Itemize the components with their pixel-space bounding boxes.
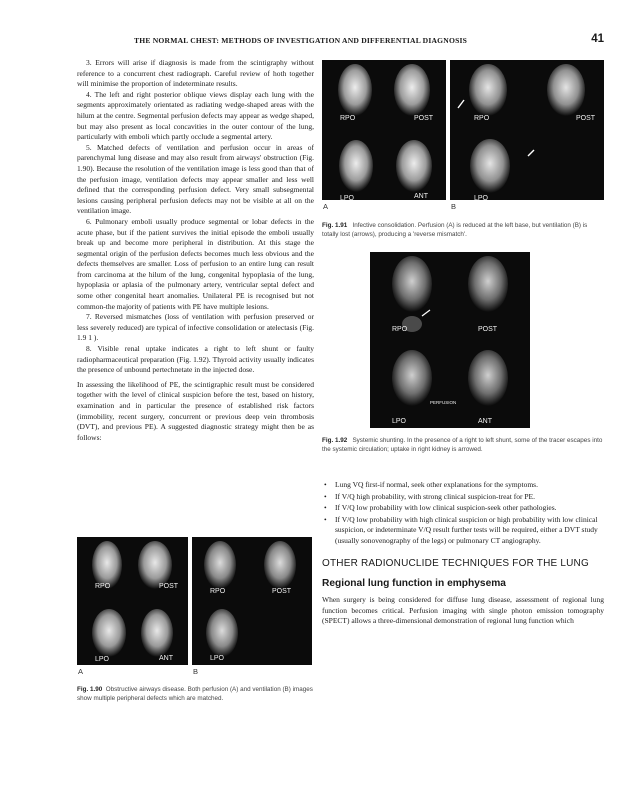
fig191-label-ant: ANT <box>414 193 428 200</box>
fig190-label-lpo: LPO <box>95 656 110 663</box>
left-text-column <box>77 58 314 443</box>
header-title: THE NORMAL CHEST: METHODS OF INVESTIGATION AND DIFFERENTIAL DIAGNOSIS <box>134 36 468 45</box>
fig191-caption-text: Infective consolidation. Perfusion (A) is reduced at the left base, but ventilation (B) is totally lost (arrows), producing a 'reverse mismatch'. <box>322 222 588 238</box>
fig192-caption <box>322 436 604 454</box>
paragraph-8: 8. Visible renal uptake indicates a right to left shunt or faulty radiopharmaceutical preparation (Fig. 1.92). Thyroid activity usually indicates the presence of unbound pertechnetate in the injected dose. <box>77 344 314 375</box>
fig190-scan-a <box>77 537 188 665</box>
fig190-label-ant: ANT <box>159 655 173 662</box>
list-item: • Lung VQ first-if normal, seek other explanations for the symptoms. <box>322 480 604 491</box>
body-paragraph: When surgery is being considered for diffuse lung disease, assessment of regional lung function becomes critical. Perfusion imaging with single photon emission tomography (SPECT) allows a three-dimensional demonstration of regional lung function which <box>322 595 604 626</box>
fig190b-label-lpo: LPO <box>210 655 225 662</box>
fig191-caption-number: Fig. 1.91 <box>322 222 348 229</box>
paragraph-6: 6. Pulmonary emboli usually produce segmental or lobar defects in the acute phase, but if the patient survives the initial episode the emboli usually break up and become more peripheral in distribution. At this stage the segmental origin of the perfusion defects becomes much less obvious and the defects themselves are smaller. Loss of perfusion to an entire lung can result from carcinoma at the hilum of the lung, congenital hypoplasia of the lung, hypoplasia or aplasia of the pulmonary artery, ventricular septal defect and some other congenital heart anomalies. Unilateral PE is recognised but not common-the majority of patients with PE have multiple lesions. <box>77 216 314 311</box>
fig192-scan <box>370 252 530 428</box>
page-number: 41 <box>591 33 604 45</box>
fig191-scan-b <box>450 60 604 200</box>
paragraph-5: 5. Matched defects of ventilation and perfusion occur in areas of parenchymal lung disease and may also result from airways' obstruction (Fig. 1.90). Because the resolution of the ventilation image is less good than that of the perfusion image, ventilation defects may appear smaller and less well defined that the corresponding perfusion defect. Very small subsegmental lesions causing peripheral perfusion defects may not be visible at all on the ventilation image. <box>77 142 314 216</box>
fig190-caption-text: Obstructive airways disease. Both perfusion (A) and ventilation (B) images show multiple peripheral defects which are matched. <box>77 686 313 702</box>
right-text-column <box>322 480 604 627</box>
fig192-label-ant: ANT <box>478 418 492 425</box>
fig190-scan-b <box>192 537 312 665</box>
fig191-scan-b-image <box>450 60 604 200</box>
paragraph-assessment: In assessing the likelihood of PE, the scintigraphic result must be considered together with the level of clinical suspicion before the test, based on history, examination and in particular the presence of established risk factors (immobility, recent surgery, concurrent or previous deep vein thrombosis (DVT), and previous PE). A suggested diagnostic strategy might then be as follows: <box>77 379 314 442</box>
fig191-panel-a: A <box>323 202 329 211</box>
fig190-scan-b-image <box>192 537 312 665</box>
fig190-label-rpo: RPO <box>95 583 111 590</box>
paragraph-3: 3. Errors will arise if diagnosis is made from the scintigraphy without reference to a concurrent chest radiograph. Careful review of hoth together will minimise the proportion of indeterminate results. <box>77 58 314 89</box>
fig190b-label-rpo: RPO <box>210 588 226 595</box>
paragraph-4: 4. The left and right posterior oblique views display each lung with the segments approximately orientated as radiating wedge-shaped areas with the hilum at the centre. Segmental perfusion defects may appear as wedge shaped, but may also present as local concavities in the outer contour of the lung, particularly with emboli which partly occlude a segmental artery. <box>77 89 314 142</box>
fig192-caption-number: Fig. 1.92 <box>322 437 348 444</box>
fig190-caption-number: Fig. 1.90 <box>77 686 103 693</box>
fig190b-label-post: POST <box>272 588 292 595</box>
strategy-list <box>322 480 604 547</box>
fig191b-label-post: POST <box>576 115 596 122</box>
fig191-caption <box>322 221 604 239</box>
subheading: Regional lung function in emphysema <box>322 577 506 589</box>
section-heading: OTHER RADIONUCLIDE TECHNIQUES FOR THE LUNG <box>322 557 589 569</box>
fig191b-label-lpo: LPO <box>474 195 489 200</box>
fig192-caption-text: Systemic shunting. In the presence of a right to left shunt, some of the tracer escapes into the systemic circulation; uptake in right kidney is arrowed. <box>322 437 603 453</box>
fig190-label-post: POST <box>159 583 179 590</box>
fig192-label-post: POST <box>478 326 498 333</box>
fig191-label-lpo: LPO <box>340 195 355 200</box>
fig191b-label-rpo: RPO <box>474 115 490 122</box>
fig191-label-post: POST <box>414 115 434 122</box>
fig191-scan-a <box>322 60 446 200</box>
fig192-overlay-text: PERFUSION <box>430 400 457 405</box>
running-header <box>134 33 604 50</box>
paragraph-7: 7. Reversed mismatches (loss of ventilation with perfusion preserved or less severely reduced) are typical of infective consolidation or atelectasis (Fig. 1.9 1 ). <box>77 312 314 343</box>
list-item: • If V/Q low probability with low clinical suspicion-seek other pathologies. <box>322 503 604 514</box>
list-item: • If V/Q low probability with high clinical suspicion or high probability with low clinical suspicion, or indeterminate V/Q result further tests will be required, either a DVT study (usually sonovenography of the legs) or pulmonary CT angiography. <box>322 515 604 547</box>
fig190-scan-a-image <box>77 537 188 665</box>
fig191-scan-a-image <box>322 60 446 200</box>
fig191-panel-b: B <box>451 202 457 211</box>
fig190-panel-b: B <box>193 667 199 676</box>
fig191-label-rpo: RPO <box>340 115 356 122</box>
fig190-panel-a: A <box>78 667 84 676</box>
list-item: • If V/Q high probability, with strong clinical suspicion-treat for PE. <box>322 492 604 503</box>
fig192-label-lpo: LPO <box>392 418 407 425</box>
fig190-caption <box>77 685 313 703</box>
fig192-label-rpo: RPO <box>392 326 408 333</box>
